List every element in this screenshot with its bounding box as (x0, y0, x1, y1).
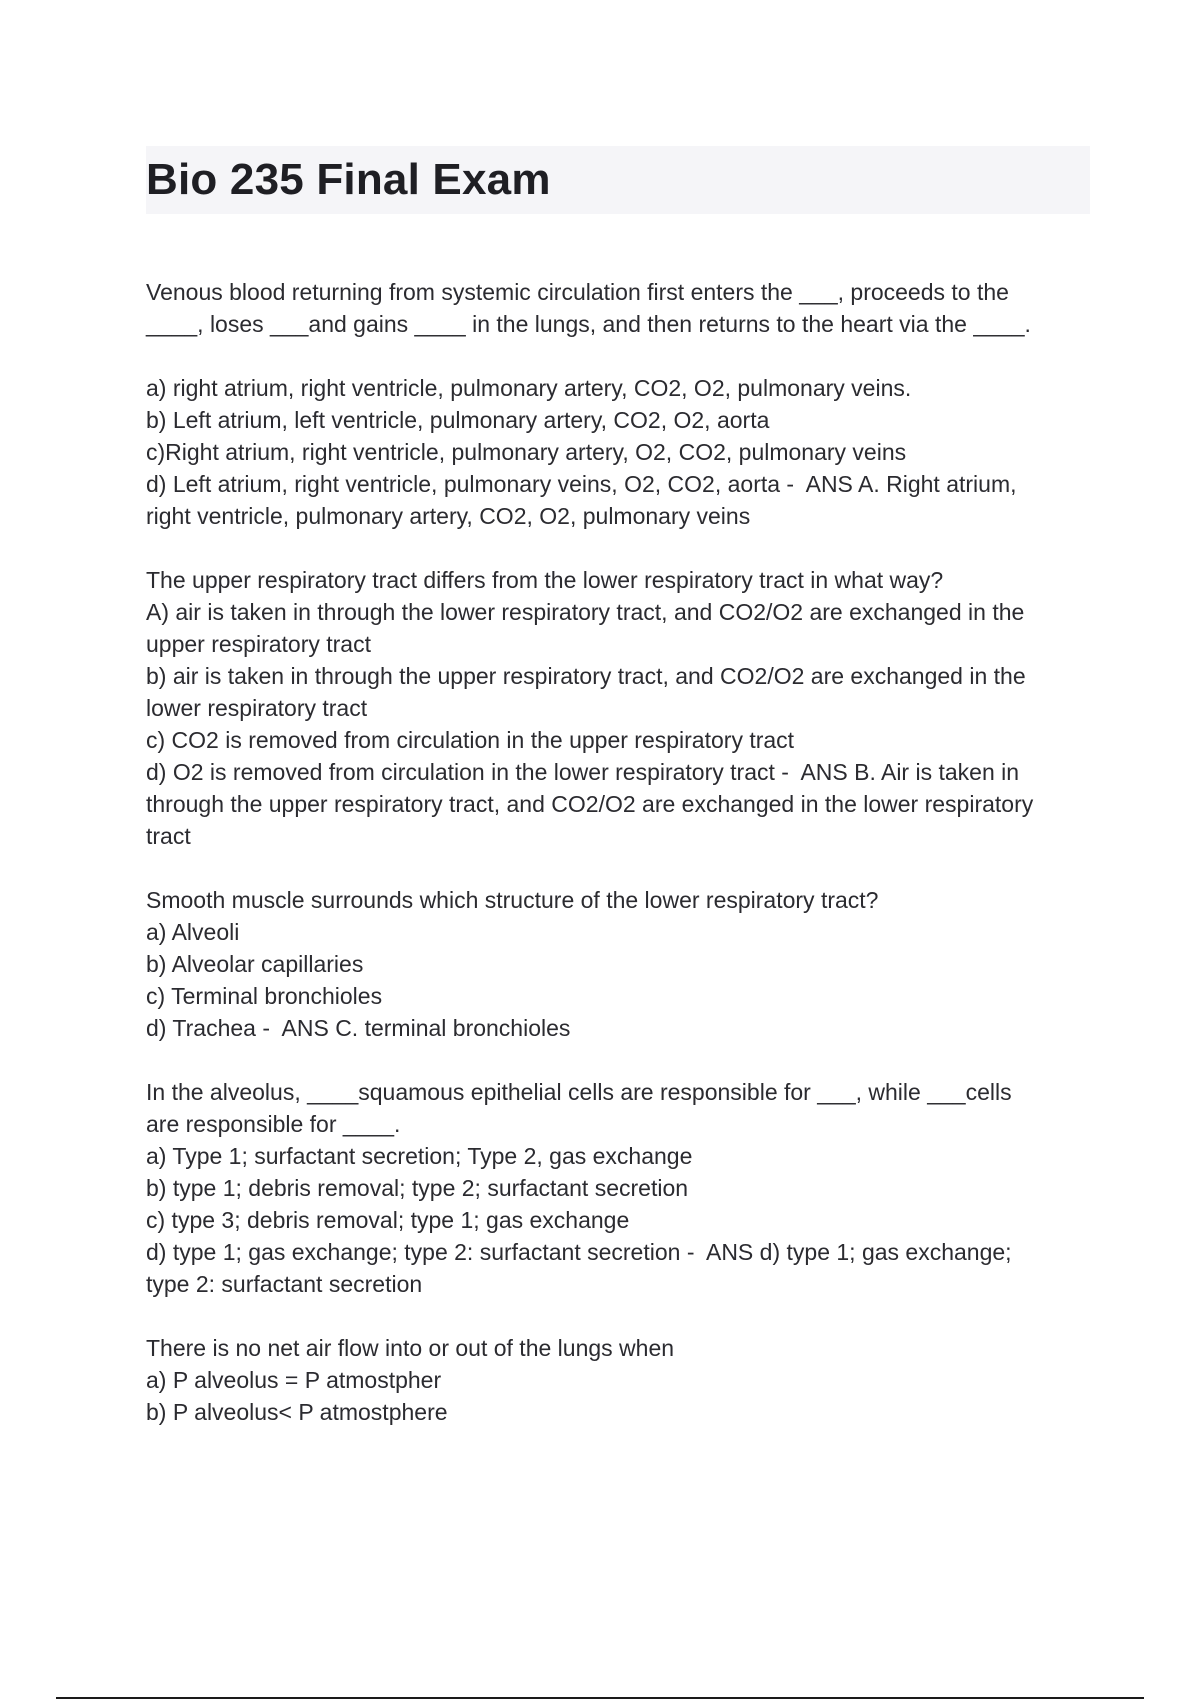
blank-line (146, 340, 1090, 372)
answer-key-line: right ventricle, pulmonary artery, CO2, O2, pulmonary veins (146, 503, 751, 529)
question-text-line: There is no net air flow into or out of the lungs when (146, 1335, 675, 1361)
page-footer-divider (56, 1697, 1144, 1699)
answer-option: b) type 1; debris removal; type 2; surfactant secretion (146, 1175, 689, 1201)
question-block (146, 564, 1090, 852)
answer-key-line: type 2: surfactant secretion (146, 1271, 423, 1297)
answer-option: c) CO2 is removed from circulation in the upper respiratory tract (146, 727, 795, 753)
answer-option: c) Terminal bronchioles (146, 983, 383, 1009)
answer-option: A) air is taken in through the lower respiratory tract, and CO2/O2 are exchanged in the (146, 599, 1025, 625)
question-text-line: ____, loses ___and gains ____ in the lungs, and then returns to the heart via the ____. (146, 311, 1031, 337)
answer-option: a) Alveoli (146, 919, 240, 945)
answer-option: b) Alveolar capillaries (146, 951, 364, 977)
question-text-line: Venous blood returning from systemic circulation first enters the ___, proceeds to the (146, 279, 1009, 305)
title-banner (146, 146, 1090, 214)
question-block (146, 1076, 1090, 1300)
answer-option: d) Left atrium, right ventricle, pulmonary veins, O2, CO2, aorta - ANS A. Right atrium, (146, 471, 1017, 497)
answer-key-line: through the upper respiratory tract, and CO2/O2 are exchanged in the lower respiratory (146, 791, 1034, 817)
answer-option: a) Type 1; surfactant secretion; Type 2, gas exchange (146, 1143, 693, 1169)
answer-key-line: tract (146, 823, 191, 849)
answer-option: lower respiratory tract (146, 695, 368, 721)
page-title: Bio 235 Final Exam (146, 155, 551, 204)
question-block (146, 884, 1090, 1044)
answer-option: upper respiratory tract (146, 631, 371, 657)
answer-option: c) type 3; debris removal; type 1; gas exchange (146, 1207, 630, 1233)
answer-option: d) O2 is removed from circulation in the lower respiratory tract - ANS B. Air is taken in (146, 759, 1020, 785)
answer-option: a) right atrium, right ventricle, pulmonary artery, CO2, O2, pulmonary veins. (146, 375, 912, 401)
answer-option: d) Trachea - ANS C. terminal bronchioles (146, 1015, 571, 1041)
question-text-line: are responsible for ____. (146, 1111, 401, 1137)
question-block (146, 1332, 1090, 1428)
question-text-line: Smooth muscle surrounds which structure of the lower respiratory tract? (146, 887, 879, 913)
question-text-line: The upper respiratory tract differs from the lower respiratory tract in what way? (146, 567, 944, 593)
question-text-line: In the alveolus, ____squamous epithelial cells are responsible for ___, while ___cells (146, 1079, 1012, 1105)
question-block (146, 276, 1090, 532)
answer-option: b) air is taken in through the upper respiratory tract, and CO2/O2 are exchanged in the (146, 663, 1026, 689)
answer-option: a) P alveolus = P atmostpher (146, 1367, 442, 1393)
answer-option: d) type 1; gas exchange; type 2: surfactant secretion - ANS d) type 1; gas exchange; (146, 1239, 1012, 1265)
question-list (146, 276, 1090, 1460)
answer-option: b) Left atrium, left ventricle, pulmonary artery, CO2, O2, aorta (146, 407, 770, 433)
answer-option: c)Right atrium, right ventricle, pulmonary artery, O2, CO2, pulmonary veins (146, 439, 907, 465)
answer-option: b) P alveolus< P atmostphere (146, 1399, 448, 1425)
